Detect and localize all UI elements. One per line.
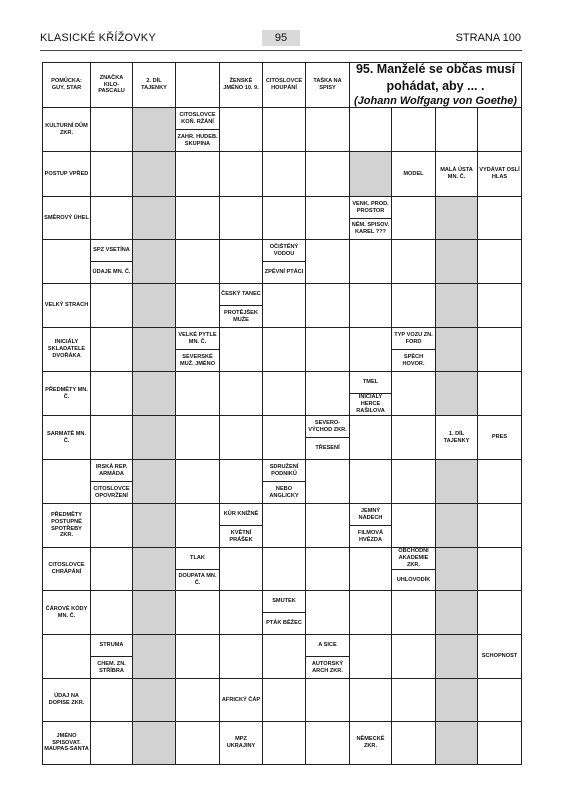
answer-cell[interactable] [90,721,133,765]
answer-cell[interactable] [391,415,436,460]
shaded-cell[interactable] [132,107,176,152]
clue-r5c4a: ČESKÝ TANEC [219,283,263,306]
clue-r13c6b: AUTORSKÝ ARCH ZKR. [305,656,350,679]
answer-cell[interactable] [175,678,220,722]
answer-cell[interactable] [262,327,306,372]
clue-r5c0: VELKÝ STRACH [42,283,91,328]
clue-r4c1a: SPZ VSETÍNA [90,239,133,262]
answer-cell[interactable] [90,503,133,548]
clue-r1c3a: CITOSLOVCE KOŇ. RŽÁNÍ [175,107,220,130]
answer-cell[interactable] [477,547,522,591]
clue-r0c5: CITOSLOVCE HOUPÁNÍ [262,62,306,108]
answer-cell[interactable] [305,239,350,284]
page-number: STRANA 100 [455,32,521,44]
answer-cell[interactable] [262,721,306,765]
shaded-cell[interactable] [132,283,176,328]
answer-cell[interactable] [90,327,133,372]
answer-cell[interactable] [219,634,263,679]
clue-r9c5a: SDRUŽENÍ PODNIKŮ [262,459,306,482]
answer-cell[interactable] [90,590,133,635]
answer-cell[interactable] [349,415,392,460]
title-line-2: pohádat, aby ... . [386,78,485,93]
clue-r11c0: CITOSLOVCE CHRÁPÁNÍ [42,547,91,591]
shaded-cell[interactable] [435,283,478,328]
clue-r9c1b: CITOSLOVCE OPOVRŽENÍ [90,481,133,504]
shaded-cell[interactable] [132,678,176,722]
answer-cell[interactable] [175,503,220,548]
answer-cell[interactable] [349,283,392,328]
clue-r6c3a: VELKÉ PYTLE MN. Č. [175,327,220,350]
page-header [0,0,563,48]
answer-cell[interactable] [391,371,436,416]
answer-cell[interactable] [219,327,263,372]
answer-cell[interactable] [305,371,350,416]
answer-cell[interactable] [305,721,350,765]
answer-cell[interactable] [305,283,350,328]
clue-r10c0: PŘEDMĚTY POSTUPNÉ SPOTŘEBY ZKR. [42,503,91,548]
clue-r1c0: KULTURNÍ DŮM ZKR. [42,107,91,152]
clue-r15c4: MPZ UKRAJINY [219,721,263,765]
answer-cell[interactable] [435,107,478,152]
answer-cell[interactable] [219,239,263,284]
clue-r9c1a: IRSKÁ REP. ARMÁDA [90,459,133,482]
clue-r0c0: POMŮCKA: GUY, STAR [42,62,91,108]
shaded-cell[interactable] [435,547,478,591]
clue-r3c0: SMĚROVÝ ÚHEL [42,196,91,240]
answer-cell[interactable] [219,547,263,591]
clue-r13c1b: CHEM. ZN. STŘÍBRA [90,656,133,679]
shaded-cell[interactable] [132,721,176,765]
answer-cell[interactable] [477,196,522,240]
shaded-cell[interactable] [435,371,478,416]
clue-r4c1b: ÚDAJE MN. Č. [90,261,133,284]
shaded-cell[interactable] [435,503,478,548]
clue-r3c7a: VENK. PROD. PROSTOR [349,196,392,219]
answer-cell[interactable] [219,590,263,635]
title-line-3: (Johann Wolfgang von Goethe) [354,95,517,108]
clue-r6c8b: SPĚCH HOVOR. [391,349,436,372]
clue-r2c9: MALÁ ÚSTA MN. Č. [435,151,478,197]
answer-cell[interactable] [262,283,306,328]
answer-cell[interactable] [477,590,522,635]
answer-cell[interactable] [175,415,220,460]
answer-cell[interactable] [477,678,522,722]
shaded-cell[interactable] [132,634,176,679]
answer-cell[interactable] [219,107,263,152]
clue-r11c8b: UHLOVODÍK [391,569,436,591]
shaded-cell[interactable] [132,590,176,635]
answer-cell[interactable] [175,62,220,108]
shaded-cell[interactable] [132,371,176,416]
clue-r8c9: 1. DÍL TAJENKY [435,415,478,460]
answer-cell[interactable] [219,459,263,504]
answer-cell[interactable] [262,371,306,416]
clue-r12c0: ČÁROVÉ KÓDY MN. Č. [42,590,91,635]
clue-r6c3b: SEVERSKÉ MUŽ. JMÉNO [175,349,220,372]
shaded-cell[interactable] [435,590,478,635]
clue-r8c6b: TŘESENÍ [305,437,350,460]
answer-cell[interactable] [305,459,350,504]
clue-r8c0: SARMATĚ MN. Č. [42,415,91,460]
clue-r2c0: POSTUP VPŘED [42,151,91,197]
clue-r7c0: PŘEDMĚTY MN. Č. [42,371,91,416]
clue-r0c4: ŽENSKÉ JMÉNO 10. 9. [219,62,263,108]
shaded-cell[interactable] [132,415,176,460]
answer-cell[interactable] [262,415,306,460]
puzzle-number-badge: 95 [262,30,300,46]
answer-cell[interactable] [391,590,436,635]
answer-cell[interactable] [349,459,392,504]
answer-cell[interactable] [349,634,392,679]
answer-cell[interactable] [90,151,133,197]
shaded-cell[interactable] [132,547,176,591]
answer-cell[interactable] [219,151,263,197]
answer-cell[interactable] [90,107,133,152]
shaded-cell[interactable] [435,721,478,765]
clue-r4c5a: OČIŠTĚNÝ VODOU [262,239,306,262]
crossword-grid [42,62,518,757]
header-divider [40,50,522,51]
answer-cell[interactable] [262,634,306,679]
shaded-cell[interactable] [435,459,478,504]
answer-cell[interactable] [477,327,522,372]
clue-r8c6a: SEVERO-VÝCHOD ZKR. [305,415,350,438]
clue-r0c1: ZNAČKA KILO-PASCALU [90,62,133,108]
answer-cell[interactable] [262,196,306,240]
clue-r13c1a: STRUMA [90,634,133,657]
answer-cell[interactable] [90,196,133,240]
answer-cell[interactable] [219,415,263,460]
clue-r15c7: NĚMECKÉ ZKR. [349,721,392,765]
answer-cell[interactable] [391,678,436,722]
answer-cell[interactable] [305,547,350,591]
answer-cell[interactable] [477,459,522,504]
answer-cell[interactable] [477,107,522,152]
answer-cell[interactable] [305,107,350,152]
answer-cell[interactable] [175,151,220,197]
answer-cell[interactable] [175,634,220,679]
answer-cell[interactable] [391,503,436,548]
shaded-cell[interactable] [132,327,176,372]
answer-cell[interactable] [90,371,133,416]
clue-r11c3b: DOUPATA MN. Č. [175,569,220,591]
answer-cell[interactable] [90,283,133,328]
clue-r11c3a: TLAK [175,547,220,570]
answer-cell[interactable] [477,239,522,284]
book-title: KLASICKÉ KŘÍŽOVKY [40,32,156,44]
shaded-cell[interactable] [435,327,478,372]
answer-cell[interactable] [391,634,436,679]
clue-r14c0: ÚDAJ NA DOPISE ZKR. [42,678,91,722]
answer-cell[interactable] [262,547,306,591]
puzzle-title [349,62,522,108]
answer-cell[interactable] [349,547,392,591]
answer-cell[interactable] [262,107,306,152]
shaded-cell[interactable] [435,634,478,679]
clue-r10c4a: KŮR KNÍŽNĚ [219,503,263,526]
clue-r10c4b: KVĚTNÍ PRÁŠEK [219,525,263,548]
clue-r7c7b: INICIÁLY HERCE RAŠILOVA [349,393,392,416]
answer-cell[interactable] [219,371,263,416]
answer-cell[interactable] [42,459,91,504]
clue-r12c5b: PTÁK BĚŽEC [262,612,306,635]
answer-cell[interactable] [175,283,220,328]
clue-r13c10: SCHOPNOST [477,634,522,679]
clue-r15c0: JMÉNO SPISOVAT. MAUPAS-SANTA [42,721,91,765]
answer-cell[interactable] [391,459,436,504]
shaded-cell[interactable] [435,196,478,240]
clue-r0c2: 2. DÍL TAJENKY [132,62,176,108]
shaded-cell[interactable] [435,678,478,722]
clue-r13c6a: A SICE [305,634,350,657]
answer-cell[interactable] [175,590,220,635]
answer-cell[interactable] [305,151,350,197]
answer-cell[interactable] [349,678,392,722]
clue-r11c8a: OBCHODNÍ AKADEMIE ZKR. [391,547,436,570]
answer-cell[interactable] [349,107,392,152]
answer-cell[interactable] [391,239,436,284]
clue-r6c8a: TYP VOZU ZN. FORD [391,327,436,350]
answer-cell[interactable] [349,327,392,372]
clue-r12c5a: SMUTEK [262,590,306,613]
answer-cell[interactable] [175,239,220,284]
clue-r5c4b: PROTĚJŠEK MUŽE [219,305,263,328]
answer-cell[interactable] [349,590,392,635]
clue-r4c5b: ZPĚVNÍ PTÁCI [262,261,306,284]
answer-cell[interactable] [305,590,350,635]
answer-cell[interactable] [305,678,350,722]
shaded-cell[interactable] [435,239,478,284]
clue-r10c7a: JEMNÝ NÁDECH [349,503,392,526]
answer-cell[interactable] [391,107,436,152]
clue-r8c10: PRES [477,415,522,460]
clue-r10c7b: FILMOVÁ HVĚZDA [349,525,392,548]
title-line-1: 95. Manželé se občas musí [355,61,516,76]
answer-cell[interactable] [305,196,350,240]
answer-cell[interactable] [349,239,392,284]
answer-cell[interactable] [219,196,263,240]
clue-r6c0: INICIÁLY SKLADATELE DVOŘÁKA [42,327,91,372]
clue-r0c6: TAŠKA NA SPISY [305,62,350,108]
answer-cell[interactable] [305,327,350,372]
clue-r9c5b: NEBO ANGLICKY [262,481,306,504]
clue-r3c7b: NĚM. SPISOV. KAREL ??? [349,218,392,240]
answer-cell[interactable] [262,678,306,722]
clue-r14c4: AFRICKÝ ČÁP [219,678,263,722]
answer-cell[interactable] [477,283,522,328]
answer-cell[interactable] [90,678,133,722]
answer-cell[interactable] [477,503,522,548]
answer-cell[interactable] [42,634,91,679]
shaded-cell[interactable] [132,459,176,504]
shaded-cell[interactable] [132,503,176,548]
answer-cell[interactable] [175,459,220,504]
answer-cell[interactable] [262,503,306,548]
answer-cell[interactable] [175,196,220,240]
shaded-cell[interactable] [132,196,176,240]
shaded-cell[interactable] [132,151,176,197]
answer-cell[interactable] [262,151,306,197]
answer-cell[interactable] [90,547,133,591]
shaded-cell[interactable] [349,151,392,197]
answer-cell[interactable] [42,239,91,284]
answer-cell[interactable] [305,503,350,548]
answer-cell[interactable] [175,371,220,416]
clue-r1c3b: ZAHR. HUDEB. SKUPINA [175,129,220,152]
answer-cell[interactable] [391,721,436,765]
clue-r7c7a: TMEL [349,371,392,394]
answer-cell[interactable] [477,371,522,416]
clue-r2c10: VYDÁVAT OSLÍ HLAS [477,151,522,197]
answer-cell[interactable] [391,196,436,240]
answer-cell[interactable] [477,721,522,765]
answer-cell[interactable] [391,283,436,328]
shaded-cell[interactable] [132,239,176,284]
clue-r2c8: MODEL [391,151,436,197]
answer-cell[interactable] [175,721,220,765]
answer-cell[interactable] [90,415,133,460]
